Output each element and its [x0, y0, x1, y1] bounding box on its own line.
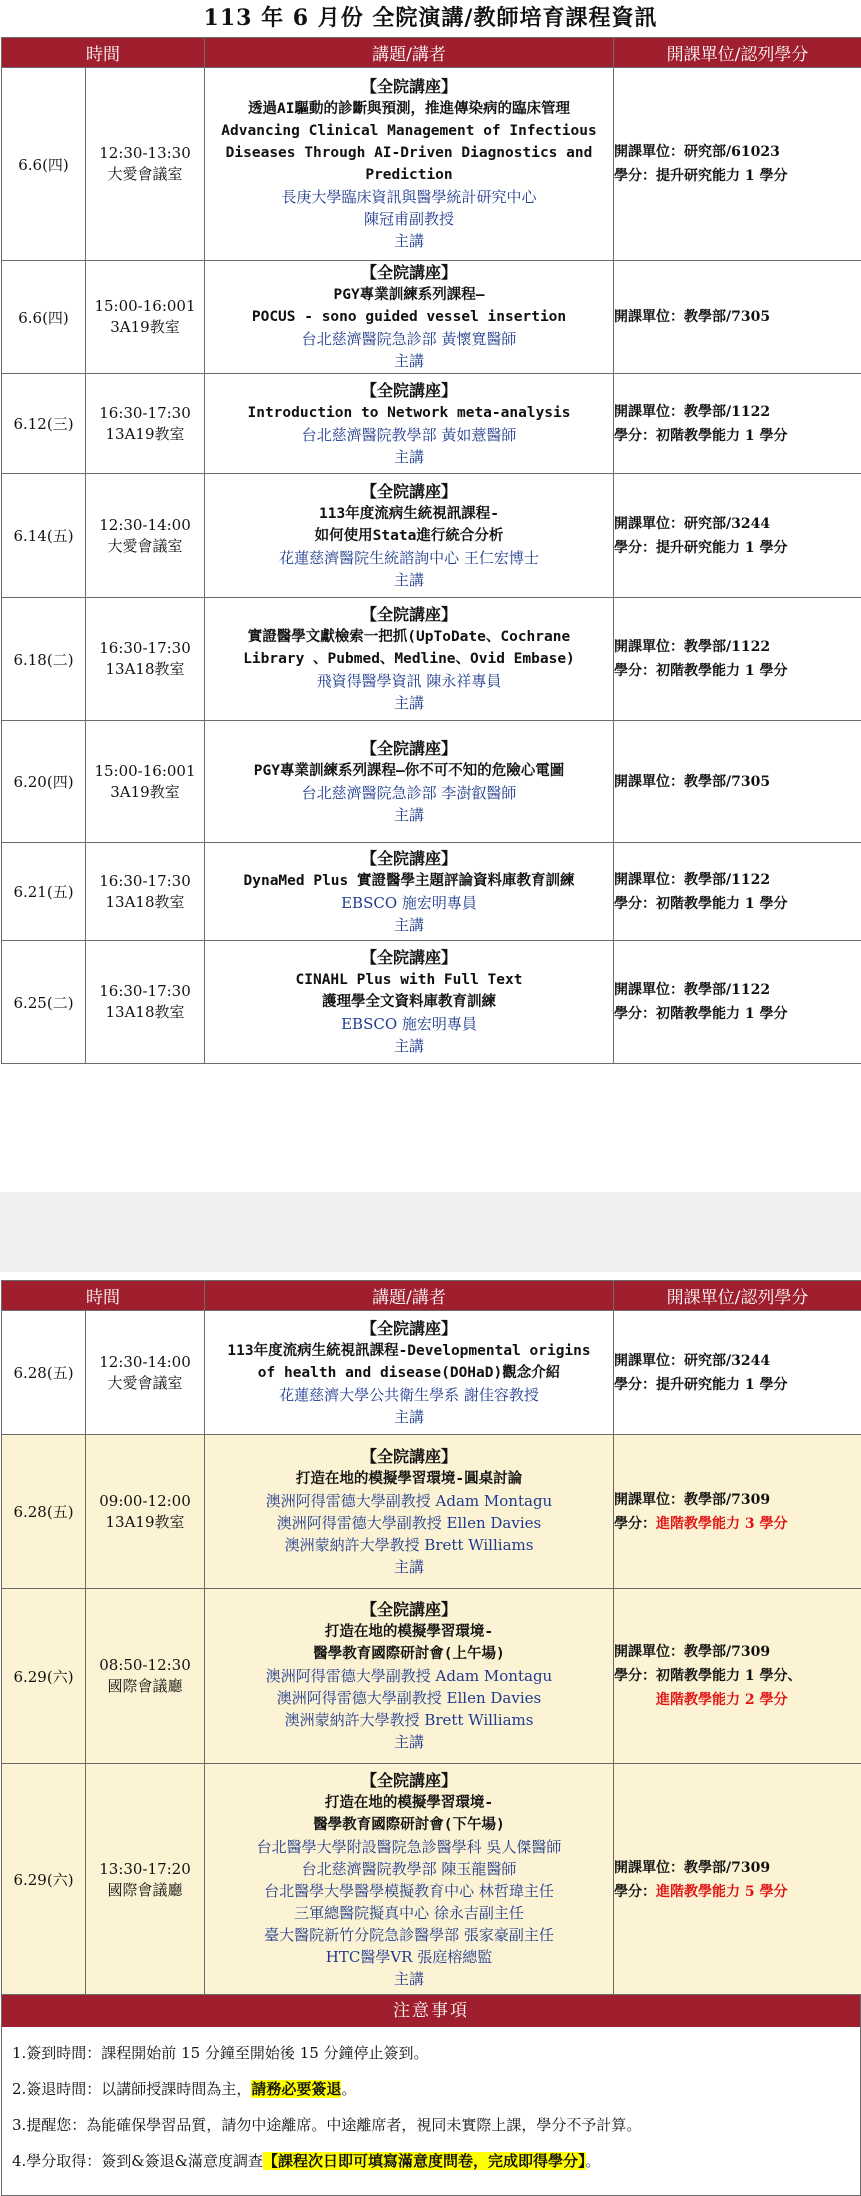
unit-line: 開課單位：教學部/7309 — [614, 1859, 771, 1876]
title-line: 醫學教育國際研討會(下午場) — [313, 1816, 505, 1833]
time-range: 09:00-12:00 — [99, 1491, 191, 1510]
unit-line: 開課單位：教學部/1122 — [614, 982, 771, 998]
note-highlight: 【課程次日即可填寫滿意度問卷，完成即得學分】 — [263, 2152, 586, 2170]
room: 13A18教室 — [105, 892, 185, 911]
speaker: 台北醫學大學附設醫院急診醫學科 吳人傑醫師 — [256, 1837, 562, 1856]
table-row — [2, 598, 861, 721]
table-row — [2, 941, 861, 1064]
unit-line: 開課單位：教學部/7305 — [614, 773, 771, 790]
title-line: 打造在地的模擬學習環境- — [324, 1624, 494, 1640]
title-line: 透過AI驅動的診斷與預測，推進傳染病的臨床管理 — [248, 101, 570, 117]
time-range: 16:30-17:30 — [99, 871, 191, 890]
time-range: 16:30-17:30 — [99, 982, 191, 1000]
speaker: HTC醫學VR 張庭榕總監 — [325, 1947, 493, 1966]
category-label: 【全院講座】 — [360, 605, 457, 624]
session-date: 6.29(六) — [2, 1589, 86, 1764]
page-break — [0, 1192, 861, 1272]
category-label: 【全院講座】 — [360, 1600, 457, 1619]
session-time — [86, 941, 205, 1064]
role-label: 主講 — [393, 1037, 424, 1055]
role-label: 主講 — [393, 1557, 424, 1576]
header-time: 時間 — [2, 38, 205, 68]
speaker: 花蓮慈濟醫院生統諮詢中心 王仁宏博士 — [279, 548, 539, 567]
category-label: 【全院講座】 — [360, 77, 457, 96]
session-unit — [614, 261, 861, 374]
room: 3A19教室 — [110, 318, 180, 336]
unit-line: 開課單位：教學部/7309 — [614, 1644, 771, 1660]
note-2: 2.簽退時間：以講師授課時間為主，請務必要簽退。 — [12, 2080, 357, 2098]
speaker: 台北慈濟醫院教學部 黃如薏醫師 — [301, 425, 517, 444]
session-date: 6.29(六) — [2, 1764, 86, 1996]
session-unit — [614, 1589, 861, 1764]
credit-red: 進階教學能力 2 學分 — [656, 1692, 788, 1708]
role-label: 主講 — [393, 1407, 424, 1426]
session-unit — [614, 1435, 861, 1589]
category-label: 【全院講座】 — [360, 1770, 457, 1790]
speaker: 澳洲阿得雷德大學副教授 Adam Montagu — [265, 1491, 553, 1510]
title-line: of health and disease(DOHaD)觀念介紹 — [257, 1364, 561, 1381]
time-range: 15:00-16:001 — [94, 761, 196, 780]
session-unit — [614, 68, 861, 261]
unit-line: 開課單位：研究部/3244 — [614, 515, 771, 532]
role-label: 主講 — [393, 805, 424, 824]
speaker: 澳洲阿得雷德大學副教授 Adam Montagu — [265, 1667, 553, 1685]
credit-red: 進階教學能力 5 學分 — [656, 1883, 788, 1900]
session-time — [86, 261, 205, 374]
unit-line: 開課單位：教學部/7305 — [614, 309, 771, 325]
speaker: 陳冠甫副教授 — [363, 210, 454, 228]
session-time — [86, 1589, 205, 1764]
category-label: 【全院講座】 — [360, 848, 457, 868]
session-time — [86, 721, 205, 843]
session-date: 6.28(五) — [2, 1311, 86, 1435]
session-topic — [205, 261, 614, 374]
table-row — [2, 261, 861, 374]
category-label: 【全院講座】 — [360, 738, 457, 758]
session-topic — [205, 374, 614, 474]
credit-line: 學分：進階教學能力 3 學分 — [614, 1515, 788, 1532]
session-time — [86, 474, 205, 598]
category-label: 【全院講座】 — [360, 1318, 457, 1338]
unit-line: 開課單位：教學部/1122 — [614, 403, 771, 420]
session-date: 6.12(三) — [2, 374, 86, 474]
title-line: Library 、Pubmed、Medline、Ovid Embase) — [243, 651, 575, 667]
session-date: 6.14(五) — [2, 474, 86, 598]
session-topic — [205, 598, 614, 721]
credit-line: 學分：提升研究能力 1 學分 — [614, 1376, 788, 1393]
room: 13A18教室 — [105, 660, 185, 678]
session-unit — [614, 474, 861, 598]
title-line: 如何使用Stata進行統合分析 — [314, 527, 504, 544]
session-time — [86, 1764, 205, 1996]
schedule-table-page2 — [1, 1280, 861, 1996]
title-line: 護理學全文資料庫教育訓練 — [322, 994, 496, 1010]
time-range: 16:30-17:30 — [99, 639, 191, 657]
category-label: 【全院講座】 — [360, 263, 457, 282]
room: 大愛會議室 — [107, 1373, 183, 1392]
time-range: 15:00-16:001 — [94, 297, 196, 315]
session-topic — [205, 1435, 614, 1589]
session-date: 6.6(四) — [2, 68, 86, 261]
table-row — [2, 68, 861, 261]
table-row — [2, 474, 861, 598]
title-line: POCUS - sono guided vessel insertion — [251, 309, 567, 325]
session-date: 6.25(二) — [2, 941, 86, 1064]
header-topic: 講題/講者 — [205, 38, 614, 68]
speaker: 三軍總醫院擬真中心 徐永吉副主任 — [294, 1903, 524, 1922]
unit-line: 開課單位：教學部/1122 — [614, 639, 771, 655]
session-topic — [205, 941, 614, 1064]
time-range: 13:30-17:20 — [99, 1859, 191, 1878]
unit-line: 開課單位：教學部/7309 — [614, 1491, 771, 1508]
session-unit — [614, 1764, 861, 1996]
category-label: 【全院講座】 — [360, 481, 457, 501]
table-row — [2, 1435, 861, 1589]
credit-line: 學分：初階教學能力 1 學分 — [614, 427, 788, 444]
note-4: 4.學分取得：簽到&簽退&滿意度調查【課程次日即可填寫滿意度問卷，完成即得學分】。 — [12, 2152, 601, 2170]
title-line: DynaMed Plus 實證醫學主題評論資料庫教育訓練 — [243, 872, 575, 889]
credit-line: 學分：初階教學能力 1 學分 — [614, 895, 788, 912]
note-1: 1.簽到時間：課程開始前 15 分鐘至開始後 15 分鐘停止簽到。 — [12, 2044, 429, 2062]
role-label: 主講 — [393, 447, 424, 466]
session-date: 6.28(五) — [2, 1435, 86, 1589]
speaker: 澳洲蒙納許大學教授 Brett Williams — [284, 1711, 534, 1729]
speaker: 澳洲阿得雷德大學副教授 Ellen Davies — [276, 1513, 542, 1532]
session-time — [86, 1311, 205, 1435]
speaker: 台北慈濟醫院急診部 李澍叡醫師 — [301, 783, 517, 802]
table-header-row — [2, 38, 861, 68]
speaker: 台北慈濟醫院教學部 陳玉龍醫師 — [301, 1859, 517, 1878]
session-time — [86, 843, 205, 941]
role-label: 主講 — [393, 232, 424, 250]
session-time — [86, 1435, 205, 1589]
session-time — [86, 598, 205, 721]
session-unit — [614, 598, 861, 721]
speaker: 臺大醫院新竹分院急診醫學部 張家豪副主任 — [264, 1925, 554, 1944]
table-row — [2, 374, 861, 474]
session-time — [86, 374, 205, 474]
session-topic — [205, 1311, 614, 1435]
table-row — [2, 1764, 861, 1996]
session-topic — [205, 474, 614, 598]
session-topic — [205, 843, 614, 941]
role-label: 主講 — [393, 352, 424, 370]
header-topic: 講題/講者 — [205, 1281, 614, 1311]
session-topic — [205, 721, 614, 843]
time-range: 08:50-12:30 — [99, 1656, 191, 1674]
speaker: 台北醫學大學醫學模擬教育中心 林哲瑋主任 — [264, 1881, 554, 1900]
title-line: 113年度流病生統視訊課程-Developmental origins — [227, 1342, 591, 1359]
header-unit: 開課單位/認列學分 — [614, 38, 861, 68]
room: 國際會議廳 — [107, 1880, 183, 1899]
speaker: 澳洲阿得雷德大學副教授 Ellen Davies — [276, 1689, 542, 1707]
role-label: 主講 — [393, 915, 424, 934]
title-line: Diseases Through AI-Driven Diagnostics and — [225, 145, 593, 161]
speaker: 飛資得醫學資訊 陳永祥專員 — [316, 672, 502, 690]
title-line: 醫學教育國際研討會(上午場) — [313, 1646, 505, 1662]
credit-red: 進階教學能力 3 學分 — [656, 1515, 788, 1532]
time-range: 12:30-13:30 — [99, 144, 191, 162]
note-highlight: 請務必要簽退 — [251, 2080, 342, 2098]
title-line: 打造在地的模擬學習環境-圓桌討論 — [295, 1470, 523, 1487]
room: 13A19教室 — [105, 1512, 185, 1531]
credit-line: 學分：提升研究能力 1 學分 — [614, 168, 788, 184]
room: 13A18教室 — [105, 1003, 185, 1021]
time-range: 16:30-17:30 — [99, 403, 191, 422]
session-date: 6.21(五) — [2, 843, 86, 941]
title-line: PGY專業訓練系列課程— — [333, 287, 485, 303]
session-unit — [614, 374, 861, 474]
role-label: 主講 — [393, 1969, 424, 1988]
session-unit — [614, 843, 861, 941]
room: 大愛會議室 — [107, 536, 183, 555]
table-row — [2, 1589, 861, 1764]
category-label: 【全院講座】 — [360, 380, 457, 400]
title-line: CINAHL Plus with Full Text — [295, 972, 523, 988]
session-topic — [205, 1764, 614, 1996]
header-time: 時間 — [2, 1281, 205, 1311]
role-label: 主講 — [393, 694, 424, 712]
session-topic — [205, 68, 614, 261]
time-range: 12:30-14:00 — [99, 515, 191, 534]
title-line: PGY專業訓練系列課程—你不可不知的危險心電圖 — [253, 762, 565, 779]
title-line: Prediction — [365, 167, 453, 183]
unit-line: 開課單位：研究部/61023 — [614, 144, 780, 160]
room: 3A19教室 — [110, 782, 180, 801]
category-label: 【全院講座】 — [360, 948, 457, 967]
notes-section — [1, 1994, 861, 2196]
note-3: 3.提醒您：為能確保學習品質，請勿中途離席。中途離席者，視同未實際上課，學分不予計算。 — [12, 2116, 642, 2134]
title-line: Introduction to Network meta-analysis — [247, 404, 571, 421]
speaker: 澳洲蒙納許大學教授 Brett Williams — [284, 1535, 534, 1554]
credit-line: 學分：初階教學能力 1 學分 — [614, 663, 788, 679]
credit-line: 學分：初階教學能力 1 學分 — [614, 1006, 788, 1022]
session-date: 6.20(四) — [2, 721, 86, 843]
session-unit — [614, 721, 861, 843]
session-time — [86, 68, 205, 261]
speaker: 花蓮慈濟大學公共衛生學系 謝佳容教授 — [279, 1385, 539, 1404]
session-topic — [205, 1589, 614, 1764]
session-date: 6.18(二) — [2, 598, 86, 721]
unit-line: 開課單位：教學部/1122 — [614, 871, 771, 888]
credit-line: 學分：提升研究能力 1 學分 — [614, 539, 788, 556]
credit-line: 學分：進階教學能力 5 學分 — [614, 1883, 788, 1900]
title-line: 113年度流病生統視訊課程- — [319, 505, 499, 522]
page-title: 113 年 6 月份 全院演講/教師培育課程資訊 — [203, 5, 658, 31]
room: 大愛會議室 — [107, 165, 183, 183]
room: 國際會議廳 — [107, 1677, 183, 1695]
category-label: 【全院講座】 — [360, 1446, 457, 1466]
speaker: EBSCO 施宏明專員 — [341, 1015, 477, 1033]
time-range: 12:30-14:00 — [99, 1352, 191, 1371]
title-line: Advancing Clinical Management of Infectious — [221, 123, 597, 139]
speaker: 長庚大學臨床資訊與醫學統計研究中心 — [281, 188, 537, 206]
schedule-table-page1 — [1, 37, 861, 1064]
table-header-row — [2, 1281, 861, 1311]
session-date: 6.6(四) — [2, 261, 86, 374]
table-row — [2, 721, 861, 843]
title-line: 實證醫學文獻檢索一把抓(UpToDate、Cochrane — [247, 629, 571, 645]
unit-line: 開課單位：研究部/3244 — [614, 1352, 771, 1369]
header-unit: 開課單位/認列學分 — [614, 1281, 861, 1311]
room: 13A19教室 — [105, 424, 185, 443]
credit-line: 學分：初階教學能力 1 學分、 — [614, 1668, 802, 1684]
speaker: EBSCO 施宏明專員 — [341, 893, 477, 912]
table-row — [2, 843, 861, 941]
notes-header: 注意事項 — [2, 1995, 860, 2027]
speaker: 台北慈濟醫院急診部 黃懷寬醫師 — [301, 330, 517, 348]
session-unit — [614, 1311, 861, 1435]
title-line: 打造在地的模擬學習環境- — [324, 1794, 494, 1811]
table-row — [2, 1311, 861, 1435]
session-unit — [614, 941, 861, 1064]
role-label: 主講 — [393, 570, 424, 589]
role-label: 主講 — [393, 1733, 424, 1751]
